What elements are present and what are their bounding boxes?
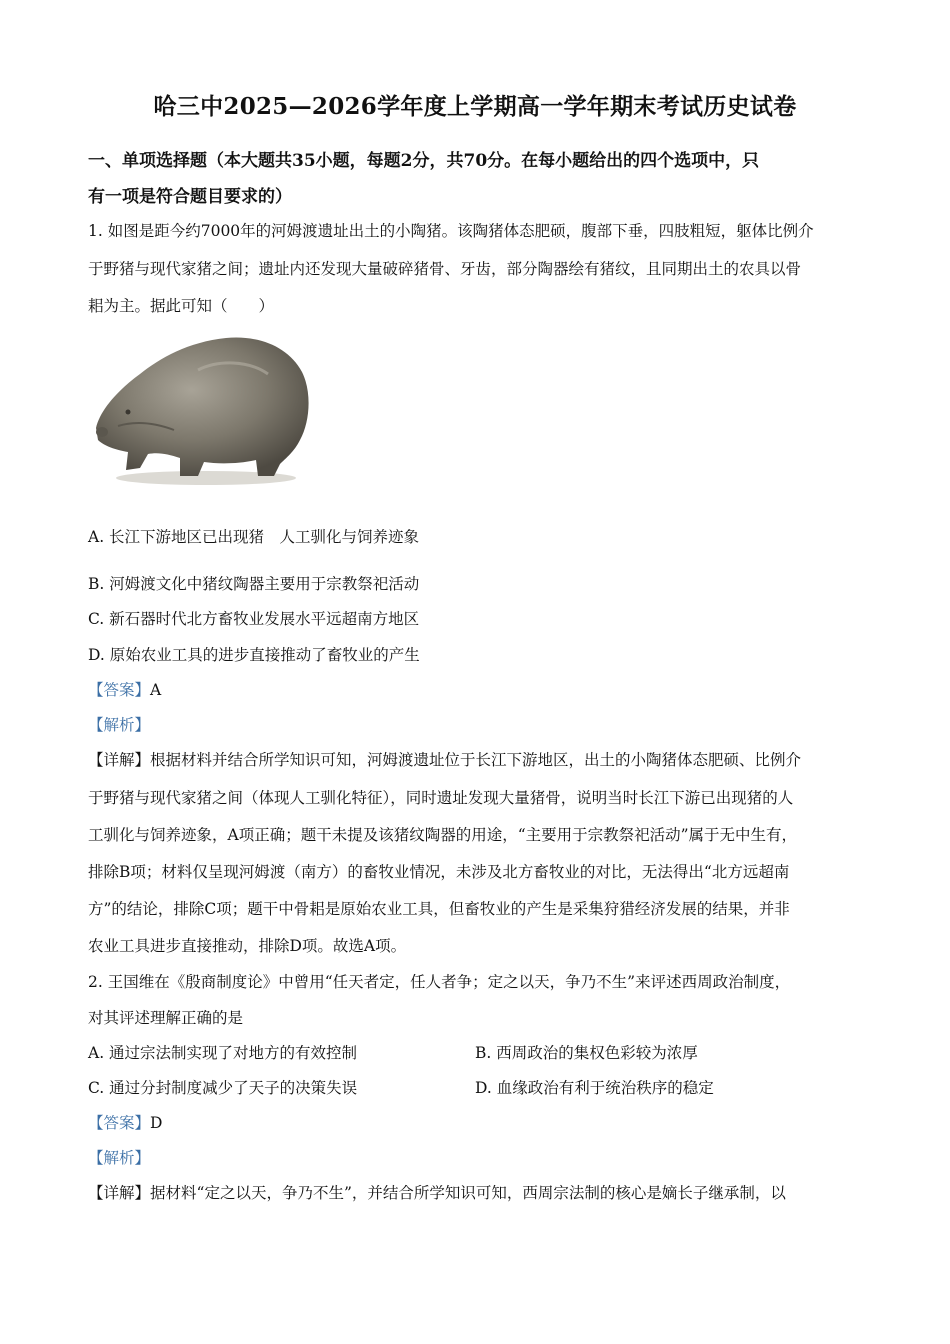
pottery-pig-image	[88, 330, 316, 488]
q1-detail-line-1: 【详解】根据材料并结合所学知识可知，河姆渡遗址位于长江下游地区，出土的小陶猪体态肥硕、比例介	[88, 751, 802, 769]
q1-detail-line-2: 于野猪与现代家猪之间（体现人工驯化特征），同时遗址发现大量猪骨，说明当时长江下游已出现猪的人	[88, 789, 794, 807]
q1-stem-line-2: 于野猪与现代家猪之间；遗址内还发现大量破碎猪骨、牙齿，部分陶器绘有猪纹，且同期出土的农具以骨	[88, 260, 802, 278]
section-heading-line-1: 一、单项选择题（本大题共35小题，每题2分，共70分。在每小题给出的四个选项中，只	[88, 151, 760, 171]
q1-detail-line-5: 方”的结论，排除C项；题干中骨耜是原始农业工具，但畜牧业的产生是采集狩猎经济发展的结果，并非	[88, 900, 790, 918]
q1-stem-line-3: 耜为主。据此可知（ ）	[88, 297, 275, 315]
q2-option-a: A. 通过宗法制实现了对地方的有效控制	[88, 1044, 358, 1062]
q2-option-b: B. 西周政治的集权色彩较为浓厚	[475, 1044, 698, 1062]
q1-detail-line-4: 排除B项；材料仅呈现河姆渡（南方）的畜牧业情况，未涉及北方畜牧业的对比，无法得出“北方远超南	[88, 863, 790, 881]
q1-analysis-tag: 【解析】	[88, 716, 151, 734]
q2-detail-text: 据材料“定之以天，争乃不生”，并结合所学知识可知，西周宗法制的核心是嫡长子继承制，以	[150, 1184, 786, 1202]
q2-option-d: D. 血缘政治有利于统治秩序的稳定	[475, 1079, 714, 1097]
q2-answer-tag: 【答案】	[88, 1114, 151, 1132]
section-heading-line-2: 有一项是符合题目要求的）	[88, 187, 292, 207]
q2-stem-line-2: 对其评述理解正确的是	[88, 1009, 244, 1027]
q1-answer	[88, 678, 161, 700]
q1-option-b: B. 河姆渡文化中猪纹陶器主要用于宗教祭祀活动	[88, 575, 420, 593]
q2-analysis-tag: 【解析】	[88, 1149, 151, 1167]
q1-detail-line-3: 工驯化与饲养迹象，A项正确；题干未提及该猪纹陶器的用途，“主要用于宗教祭祀活动”属于无中生有，	[88, 826, 798, 844]
q1-answer-tag: 【答案】	[88, 681, 151, 699]
q2-stem-line-1: 2. 王国维在《殷商制度论》中曾用“任天者定，任人者争；定之以天，争乃不生”来评述西周政治制度，	[88, 973, 791, 991]
q2-option-c: C. 通过分封制度减少了天子的决策失误	[88, 1079, 358, 1097]
q1-option-d: D. 原始农业工具的进步直接推动了畜牧业的产生	[88, 646, 420, 664]
q2-answer-value: D	[150, 1114, 163, 1132]
q1-stem-line-1: 1. 如图是距今约7000年的河姆渡遗址出土的小陶猪。该陶猪体态肥硕，腹部下垂，四肢粗短，躯体比例介	[88, 222, 814, 240]
q2-answer	[88, 1111, 162, 1133]
q2-detail-tag: 【详解】	[88, 1184, 151, 1202]
q1-option-a: A. 长江下游地区已出现猪 人工驯化与饲养迹象	[88, 528, 420, 546]
q1-answer-value: A	[150, 681, 162, 699]
q2-detail-line-1	[88, 1181, 786, 1203]
page-title: 哈三中2025—2026学年度上学期高一学年期末考试历史试卷	[153, 93, 797, 120]
q1-detail-line-6: 农业工具进步直接推动，排除D项。故选A项。	[88, 937, 407, 955]
q1-option-c: C. 新石器时代北方畜牧业发展水平远超南方地区	[88, 610, 420, 628]
